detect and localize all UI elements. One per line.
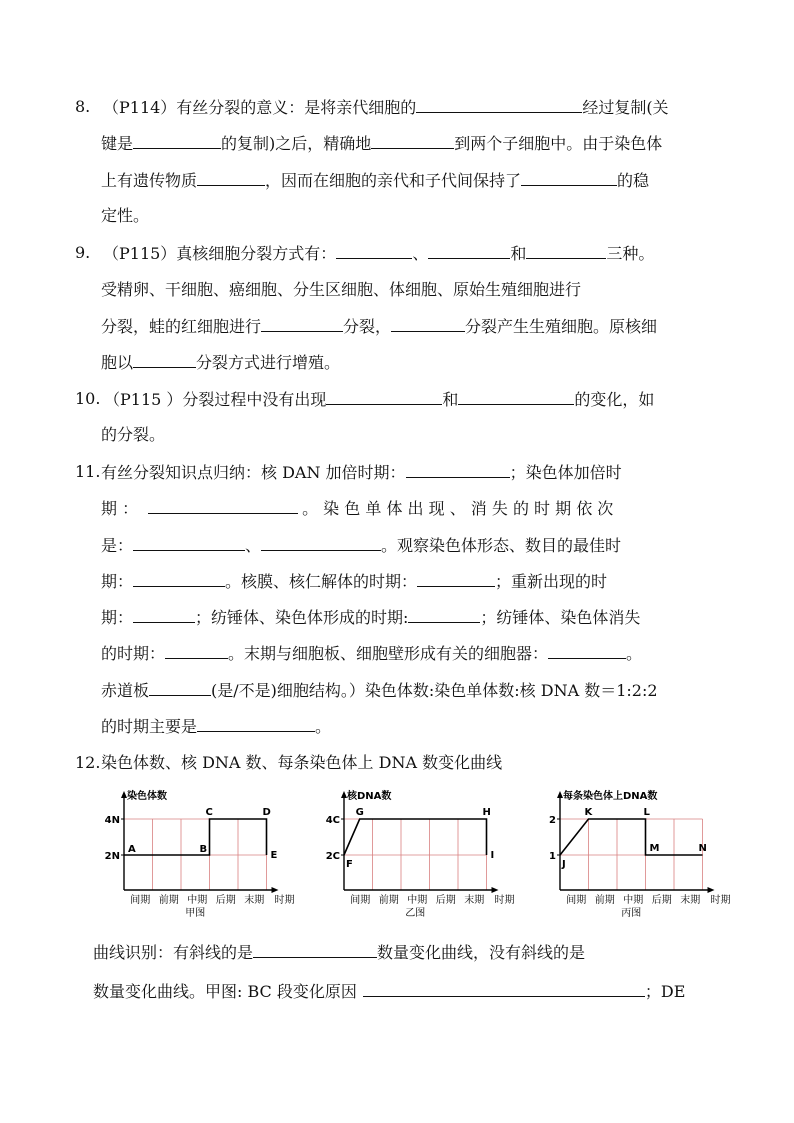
q11-blank-12[interactable] (197, 716, 315, 732)
q8-blank-3[interactable] (371, 133, 454, 149)
q10-blank-2[interactable] (458, 389, 574, 405)
q9-line-4 (101, 352, 340, 373)
q11-text: 、 (245, 536, 262, 555)
x-axis-arrow (272, 887, 279, 893)
q11-text: 期 ： (101, 499, 139, 518)
point-label: F (346, 859, 353, 870)
point-label: J (562, 859, 566, 870)
q8-text: 到两个子细胞中。由于染色体 (454, 134, 663, 153)
q12-line-1 (93, 942, 585, 963)
q11-text: ；重新出现的时 (495, 572, 608, 591)
point-label: C (205, 807, 213, 818)
x-axis-label: 时期 (710, 895, 731, 906)
q12-number: 12. (75, 753, 101, 772)
q8-blank-1[interactable] (416, 97, 582, 113)
q9-line-3 (101, 316, 657, 337)
q9-blank-6[interactable] (133, 352, 196, 368)
q11-blank-1[interactable] (406, 462, 510, 478)
point-label: D (262, 807, 271, 818)
q11-blank-10[interactable] (548, 643, 626, 659)
q12-line-2 (93, 981, 685, 1002)
point-label: K (584, 807, 593, 818)
point-label: H (482, 807, 491, 818)
data-line (560, 819, 703, 855)
q10-line-2 (101, 425, 165, 445)
q9-blank-1[interactable] (336, 243, 412, 259)
q9-text: 和 (510, 244, 527, 263)
q11-blank-6[interactable] (417, 571, 495, 587)
q11-blank-9[interactable] (165, 643, 228, 659)
q11-text: ；染色体加倍时 (509, 463, 622, 482)
x-tick-label: 末期 (680, 895, 701, 906)
x-tick-label: 中期 (623, 895, 644, 906)
q11-line-7 (101, 680, 658, 701)
q11-text: 期： (101, 572, 134, 591)
q11-blank-7[interactable] (133, 607, 195, 623)
x-tick-label: 间期 (130, 895, 151, 906)
x-tick-label: 后期 (651, 895, 672, 906)
y-tick-label: 2 (549, 815, 556, 826)
q12-text: 数量变化曲线。甲图: BC 段变化原因 (93, 982, 357, 1001)
y-tick-label: 1 (549, 851, 556, 862)
q11-line-1 (101, 462, 622, 483)
chart-bing (534, 785, 758, 925)
q10-text: 的分裂。 (101, 425, 166, 444)
x-axis-arrow (708, 887, 715, 893)
x-tick-label: 末期 (464, 895, 485, 906)
chart-title: 甲图 (185, 908, 206, 919)
q10-text: （P115 ）分裂过程中没有出现 (104, 390, 327, 409)
y-tick-label: 4C (325, 815, 340, 826)
q11-line-4 (101, 571, 607, 592)
q10-text: 的变化，如 (574, 390, 655, 409)
q11-text: 。 (315, 717, 332, 736)
y-axis-label: 核DNA数 (347, 791, 392, 802)
q11-number: 11. (75, 462, 101, 481)
q8-blank-5[interactable] (521, 170, 617, 186)
q11-text: 。观察染色体形态、数目的最佳时 (381, 536, 622, 555)
x-tick-label: 间期 (350, 895, 371, 906)
x-tick-label: 末期 (244, 895, 265, 906)
q11-blank-11[interactable] (149, 680, 211, 696)
q8-text: 定性。 (101, 206, 150, 225)
q9-text: 分裂产生生殖细胞。原核细 (465, 317, 658, 336)
q9-text: 、 (412, 244, 429, 263)
chart-yi (318, 785, 542, 925)
q9-text: 分裂， (343, 317, 392, 336)
y-tick-label: 2C (325, 851, 340, 862)
data-line (124, 819, 267, 855)
q11-line-3 (101, 535, 621, 556)
data-line (344, 819, 487, 855)
q8-line-1 (103, 97, 669, 118)
q9-line-1 (103, 243, 654, 264)
q11-text: 的时期： (101, 644, 166, 663)
chart-jia (98, 785, 322, 925)
q11-blank-8[interactable] (408, 607, 480, 623)
q9-line-2 (101, 280, 581, 300)
x-axis-label: 时期 (494, 895, 515, 906)
q12-text: 数量变化曲线，没有斜线的是 (377, 943, 586, 962)
q11-text: 赤道板 (101, 681, 150, 700)
q12-blank-2[interactable] (363, 981, 645, 997)
q9-text: 三种。 (606, 244, 655, 263)
q11-line-6 (101, 643, 642, 664)
q10-number: 10. (75, 389, 101, 408)
chart-title: 乙图 (405, 908, 426, 919)
y-axis-label: 每条染色体上DNA数 (563, 791, 658, 802)
q11-blank-2[interactable] (148, 498, 298, 514)
q8-line-3 (101, 170, 649, 191)
q9-number: 9. (75, 243, 91, 262)
q11-text: 。末期与细胞板、细胞壁形成有关的细胞器： (228, 644, 549, 663)
q12-title: 染色体数、核 DNA 数、每条染色体上 DNA 数变化曲线 (101, 753, 503, 772)
q11-line-5 (101, 607, 640, 628)
x-tick-label: 中期 (187, 895, 208, 906)
point-label: M (649, 843, 660, 854)
x-tick-label: 后期 (215, 895, 236, 906)
q9-text: 胞以 (101, 353, 134, 372)
q12-text: 曲线识别：有斜线的是 (93, 943, 254, 962)
q11-text: ；纺锤体、染色体形成的时期: (195, 608, 409, 627)
q10-line-1 (104, 389, 654, 410)
q11-text: 。 (626, 644, 643, 663)
q8-text: 的稳 (617, 171, 650, 190)
q10-blank-1[interactable] (326, 389, 442, 405)
q11-text: 有丝分裂知识点归纳：核 DAN 加倍时期： (101, 463, 406, 482)
point-label: I (490, 850, 495, 861)
x-tick-label: 后期 (435, 895, 456, 906)
q8-text: ，因而在细胞的亲代和子代间保持了 (265, 171, 522, 190)
q11-text: 是： (101, 536, 134, 555)
q8-number: 8. (75, 97, 91, 116)
q9-blank-3[interactable] (526, 243, 606, 259)
q11-line-8 (101, 716, 331, 737)
q8-line-2 (101, 133, 662, 154)
point-label: L (643, 807, 650, 818)
q11-text: 的时期主要是 (101, 717, 198, 736)
q11-text: 期： (101, 608, 134, 627)
q11-blank-3[interactable] (133, 535, 245, 551)
q8-line-4 (101, 206, 149, 226)
q9-blank-5[interactable] (391, 316, 465, 332)
q11-blank-5[interactable] (133, 571, 225, 587)
q8-blank-2[interactable] (133, 133, 221, 149)
x-tick-label: 前期 (158, 895, 179, 906)
point-label: B (199, 844, 208, 855)
q9-text: 分裂方式进行增殖。 (196, 353, 341, 372)
q8-blank-4[interactable] (197, 170, 265, 186)
q12-blank-1[interactable] (253, 942, 377, 958)
q11-text: 。 染 色 单 体 出 现 、 消 失 的 时 期 依 次 (302, 499, 614, 518)
y-tick-label: 2N (104, 851, 120, 862)
x-axis-arrow (492, 887, 499, 893)
q8-text: （P114）有丝分裂的意义：是将亲代细胞的 (103, 98, 417, 117)
q10-text: 和 (442, 390, 459, 409)
q11-text: 。核膜、核仁解体的时期： (225, 572, 418, 591)
q11-text: (是/不是)细胞结构。）染色体数:染色单体数:核 DNA 数＝1:2:2 (211, 681, 658, 700)
q8-text: 键是 (101, 134, 134, 153)
q11-text: ；纺锤体、染色体消失 (480, 608, 641, 627)
point-label: N (698, 843, 707, 854)
q11-line-2 (101, 498, 613, 519)
q9-text: 分裂，蛙的红细胞进行 (101, 317, 262, 336)
q8-text: 的复制)之后，精确地 (221, 134, 372, 153)
x-axis-label: 时期 (274, 895, 295, 906)
x-tick-label: 间期 (566, 895, 587, 906)
chart-title: 丙图 (621, 908, 642, 919)
point-label: A (128, 844, 136, 855)
x-tick-label: 前期 (594, 895, 615, 906)
q9-text: 受精卵、干细胞、癌细胞、分生区细胞、体细胞、原始生殖细胞进行 (101, 280, 582, 299)
q12-text: ；DE (644, 982, 686, 1001)
q8-text: 上有遗传物质 (101, 171, 198, 190)
x-tick-label: 前期 (378, 895, 399, 906)
y-axis-label: 染色体数 (127, 791, 167, 802)
q9-blank-2[interactable] (428, 243, 510, 259)
point-label: G (355, 807, 364, 818)
y-tick-label: 4N (104, 815, 120, 826)
q9-text: （P115）真核细胞分裂方式有： (103, 244, 337, 263)
q11-blank-4[interactable] (261, 535, 381, 551)
q9-blank-4[interactable] (261, 316, 343, 332)
point-label: E (270, 850, 278, 861)
x-tick-label: 中期 (407, 895, 428, 906)
q8-text: 经过复制(关 (582, 98, 669, 117)
